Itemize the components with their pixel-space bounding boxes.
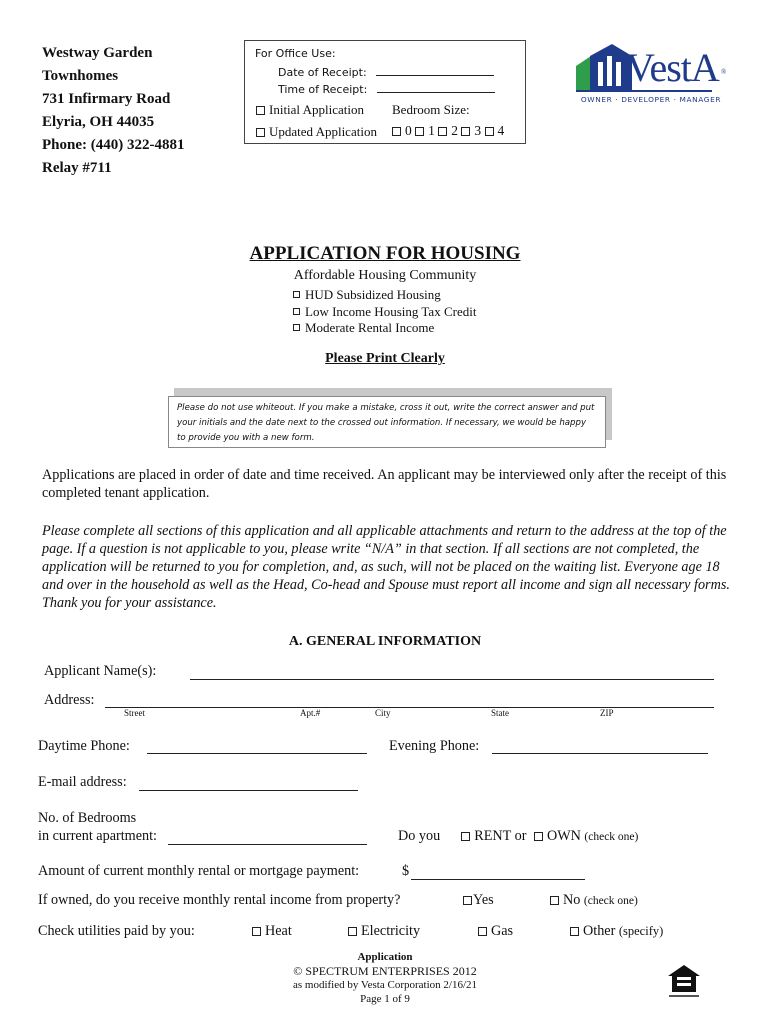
address-line: 731 Infirmary Road	[42, 91, 171, 107]
phone-line: Phone: (440) 322-4881	[42, 137, 185, 153]
daytime-phone-field[interactable]	[147, 738, 367, 754]
state-caption: State	[491, 708, 509, 718]
rental-amount-field[interactable]	[411, 864, 585, 880]
housing-type-item[interactable]	[293, 320, 476, 337]
housing-type-label: HUD Subsidized Housing	[305, 287, 441, 302]
rent-own-question	[398, 828, 638, 845]
rental-amount-label: Amount of current monthly rental or mortgage payment:	[38, 863, 360, 879]
notice-box: Please do not use whiteout. If you make a mistake, cross it out, write the correct answer and put your initials and the date next to the crossed out information. If necessary, we would be happy to provide you with a new form.	[168, 396, 606, 448]
updated-application-checkbox[interactable]	[256, 128, 265, 137]
checkbox-icon[interactable]	[293, 324, 300, 331]
evening-phone-label: Evening Phone:	[389, 738, 480, 754]
bedroom-2-checkbox[interactable]	[438, 127, 447, 136]
housing-type-label: Low Income Housing Tax Credit	[305, 303, 477, 319]
bedrooms-label-line1: No. of Bedrooms	[38, 810, 137, 826]
instructions-paragraph: Please complete all sections of this application and all applicable attachments and return to the address at the top of the page. If a question is not applicable to you, please write “N/A” in that section. If all sections are not completed, the application will be returned to you for completion, and, as such, will not be placed on the waiting list. Everyone age 18 and over in the household as well as the Head, Co-head and Spouse must report all income and sign all necessary forms. Thank you for your assistance.	[42, 523, 730, 611]
logo-tagline: OWNER · DEVELOPER · MANAGER	[580, 95, 722, 104]
address-line: Westway Garden	[42, 45, 153, 61]
yes-label: Yes	[473, 892, 494, 908]
page-title: APPLICATION FOR HOUSING	[249, 243, 521, 264]
rent-label: RENT or	[474, 828, 527, 844]
office-use-box	[244, 40, 526, 144]
other-checkbox[interactable]	[570, 927, 579, 936]
bedroom-size-options	[392, 123, 504, 139]
logo-wordmark: VestA	[626, 45, 719, 90]
time-of-receipt-field[interactable]	[377, 92, 495, 93]
updated-application-label: Updated Application	[269, 124, 377, 139]
equal-housing-opportunity-icon	[665, 962, 703, 1000]
utilities-label: Check utilities paid by you:	[38, 923, 195, 939]
footer-copyright: © SPECTRUM ENTERPRISES 2012	[293, 964, 477, 978]
heat-label: Heat	[265, 923, 292, 939]
housing-type-item[interactable]	[293, 287, 476, 304]
address-line: Townhomes	[42, 68, 119, 84]
evening-phone-field[interactable]	[492, 738, 708, 754]
daytime-phone-label: Daytime Phone:	[38, 738, 130, 754]
footer-page-number: Page 1 of 9	[360, 993, 410, 1005]
city-caption: City	[375, 708, 391, 718]
gas-option[interactable]	[478, 923, 513, 940]
heat-checkbox[interactable]	[252, 927, 261, 936]
updated-application-option[interactable]	[256, 124, 377, 140]
bedroom-4-label: 4	[497, 123, 505, 138]
bedroom-2-label: 2	[451, 123, 458, 138]
other-option[interactable]	[570, 923, 663, 940]
housing-type-options	[293, 287, 476, 337]
housing-type-item[interactable]	[293, 304, 476, 321]
housing-type-label: Moderate Rental Income	[305, 320, 435, 335]
do-you-label: Do you	[398, 828, 441, 844]
print-clearly-heading: Please Print Clearly	[325, 351, 445, 366]
time-of-receipt	[278, 83, 495, 96]
dollar-sign: $	[402, 863, 410, 879]
zip-caption: ZIP	[600, 708, 614, 718]
rent-checkbox[interactable]	[461, 832, 470, 841]
other-label: Other	[583, 923, 616, 939]
date-of-receipt	[278, 66, 494, 79]
bedroom-size-label: Bedroom Size:	[392, 102, 470, 117]
order-paragraph: Applications are placed in order of date and time received. An applicant may be interviewed only after the receipt of this completed tenant application.	[42, 467, 727, 501]
gas-checkbox[interactable]	[478, 927, 487, 936]
time-of-receipt-label: Time of Receipt:	[278, 83, 368, 96]
registered-mark: ®	[721, 68, 727, 76]
footer-title: Application	[357, 951, 413, 963]
vesta-logo	[572, 42, 728, 110]
electricity-option[interactable]	[348, 923, 420, 940]
relay-line: Relay #711	[42, 160, 112, 176]
street-caption: Street	[124, 708, 145, 718]
applicant-name-label: Applicant Name(s):	[44, 663, 157, 679]
own-label: OWN	[546, 828, 581, 844]
email-field[interactable]	[139, 774, 358, 791]
rental-income-yes-option[interactable]	[463, 892, 494, 909]
bedroom-3-checkbox[interactable]	[461, 127, 470, 136]
check-one-note: (check one)	[584, 831, 639, 843]
bedrooms-field[interactable]	[168, 829, 367, 845]
applicant-name-field[interactable]	[190, 664, 714, 680]
address-label: Address:	[44, 692, 95, 708]
rental-income-no-option[interactable]	[550, 892, 638, 909]
bedroom-1-checkbox[interactable]	[415, 127, 424, 136]
address-line: Elyria, OH 44035	[42, 114, 155, 130]
rental-income-yes-checkbox[interactable]	[463, 896, 472, 905]
rental-income-question: If owned, do you receive monthly rental income from property?	[38, 892, 401, 908]
specify-note: (specify)	[618, 924, 664, 938]
date-of-receipt-label: Date of Receipt:	[278, 66, 367, 79]
bedroom-1-label: 1	[428, 123, 435, 138]
own-checkbox[interactable]	[534, 832, 543, 841]
bedroom-0-label: 0	[405, 123, 412, 138]
bedroom-0-checkbox[interactable]	[392, 127, 401, 136]
checkbox-icon[interactable]	[293, 308, 300, 315]
bedrooms-label-line2: in current apartment:	[38, 828, 157, 844]
heat-option[interactable]	[252, 923, 292, 940]
email-label: E-mail address:	[38, 774, 127, 790]
address-field[interactable]	[105, 693, 714, 708]
rental-income-no-checkbox[interactable]	[550, 896, 559, 905]
no-label: No	[563, 892, 581, 908]
page-subtitle: Affordable Housing Community	[293, 268, 477, 283]
page-footer	[0, 950, 770, 1006]
electricity-checkbox[interactable]	[348, 927, 357, 936]
date-of-receipt-field[interactable]	[376, 75, 494, 76]
electricity-label: Electricity	[361, 923, 421, 939]
apt-caption: Apt.#	[300, 708, 321, 718]
section-a-heading: A. GENERAL INFORMATION	[288, 634, 482, 649]
property-address	[42, 42, 185, 180]
office-use-heading: For Office Use:	[255, 47, 336, 60]
footer-modified: as modified by Vesta Corporation 2/16/21	[292, 979, 478, 991]
initial-application-label: Initial Application	[269, 102, 364, 117]
checkbox-icon[interactable]	[293, 291, 300, 298]
gas-label: Gas	[491, 923, 514, 939]
check-one-note: (check one)	[583, 895, 638, 907]
initial-application-checkbox[interactable]	[256, 106, 265, 115]
bedroom-3-label: 3	[474, 123, 482, 138]
bedroom-4-checkbox[interactable]	[485, 127, 494, 136]
initial-application-option[interactable]	[256, 102, 364, 118]
